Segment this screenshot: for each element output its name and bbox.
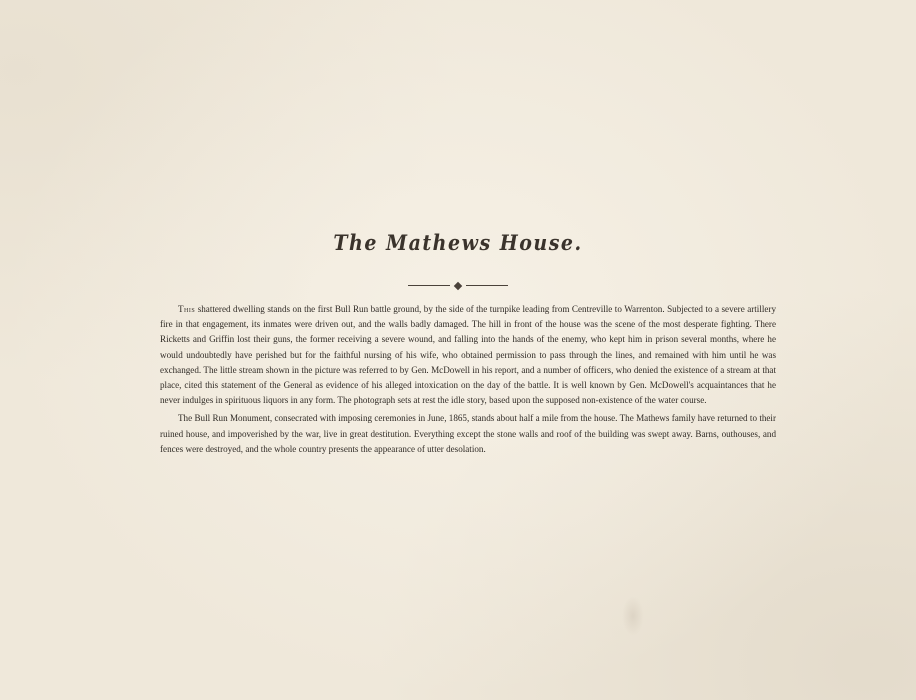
- page-title: The Mathews House.: [333, 230, 583, 256]
- paper-stain: [622, 596, 644, 636]
- paragraph-1-text: shattered dwelling stands on the first Bull Run battle ground, by the side of the turnpike leading from Centreville to Warrenton. Subjected to a severe artillery fire in that engagement, its inmates were driven out, and the walls badly damaged. The hill in front of the house was the scene of the most desperate fighting. There Ricketts and Griffin lost their guns, the former receiving a severe wound, and falling into the hands of the enemy, who kept him in prison several months, where he would undoubtedly have perished but for the faithful nursing of his wife, who obtained permission to pass through the lines, and remained with him until he was exchanged. The little stream shown in the picture was referred to by Gen. McDowell in his report, and a number of officers, who denied the existence of a stream at that place, cited this statement of the General as evidence of his alleged intoxication on the day of the battle. It is well known by Gen. McDowell's acquaintances that he never indulges in spirituous liquors in any form. The photograph sets at rest the idle story, based upon the supposed non-existence of the water course.: [160, 304, 776, 406]
- paragraph-1-lead-word: This: [178, 304, 196, 314]
- divider-diamond-icon: [454, 282, 462, 290]
- body-text: [160, 302, 776, 460]
- paragraph-2: The Bull Run Monument, consecrated with imposing ceremonies in June, 1865, stands about half a mile from the house. The Mathews family have returned to their ruined house, and impoverished by the war, live in great destitution. Everything except the stone walls and roof of the building was swept away. Barns, outhouses, and fences were destroyed, and the whole country presents the appearance of utter desolation.: [160, 413, 776, 454]
- paragraph-1: [160, 302, 776, 408]
- divider-line-right: [466, 285, 508, 286]
- divider-line-left: [408, 285, 450, 286]
- ornamental-divider: [408, 283, 508, 289]
